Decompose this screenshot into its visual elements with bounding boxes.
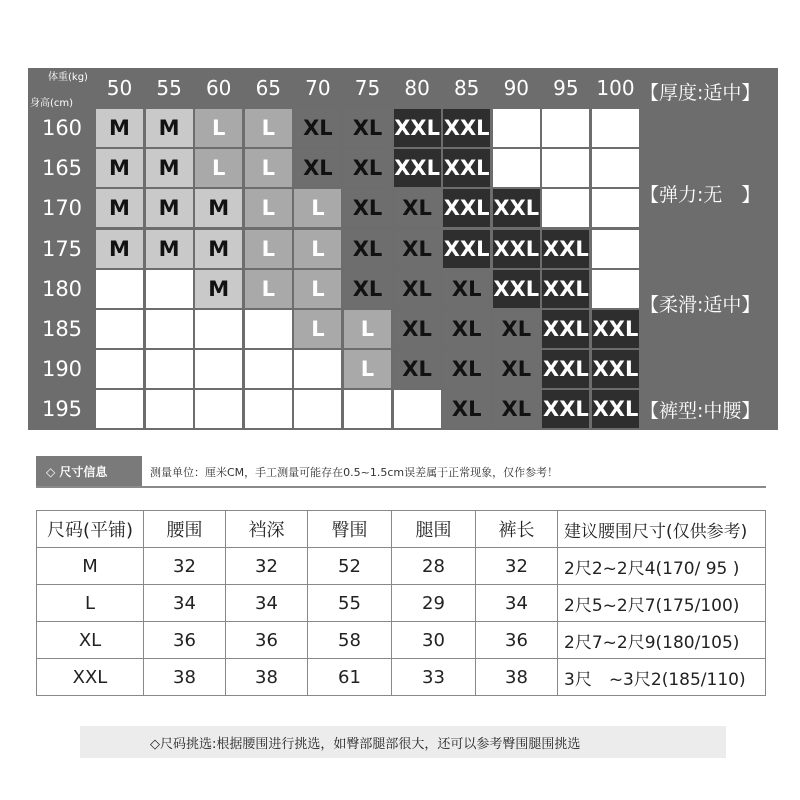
table-cell: L xyxy=(37,585,144,622)
height-header-185: 185 xyxy=(41,317,83,341)
header-waist: 腰围 xyxy=(144,511,226,548)
table-cell: 33 xyxy=(392,659,476,696)
table-cell: 36 xyxy=(144,622,226,659)
size-cell: L xyxy=(244,229,293,269)
size-cell xyxy=(145,309,194,349)
property-thickness: 【厚度:适中】 xyxy=(640,82,761,104)
size-cell: XXL xyxy=(492,229,541,269)
size-cell xyxy=(194,389,243,429)
table-cell: 3尺 ~3尺2(185/110) xyxy=(558,659,766,696)
size-cell: XL xyxy=(393,269,442,309)
size-cell xyxy=(244,389,293,429)
size-cell: L xyxy=(244,269,293,309)
size-cell xyxy=(492,108,541,148)
size-cell: L xyxy=(194,108,243,148)
size-cell: XXL xyxy=(442,188,491,228)
size-cell: XL xyxy=(293,148,342,188)
size-cell xyxy=(244,349,293,389)
property-elasticity: 【弹力:无 】 xyxy=(640,184,761,206)
size-cell xyxy=(95,269,144,309)
table-cell: M xyxy=(37,548,144,585)
size-cell xyxy=(244,309,293,349)
table-cell: 34 xyxy=(476,585,558,622)
table-cell: 38 xyxy=(144,659,226,696)
size-cell: XL xyxy=(293,108,342,148)
size-cell: XXL xyxy=(591,389,640,429)
height-axis-label: 身高(cm) xyxy=(30,98,74,109)
height-header-160: 160 xyxy=(41,116,83,140)
size-cell: XL xyxy=(343,269,392,309)
table-row xyxy=(37,548,766,585)
size-cell: XXL xyxy=(492,269,541,309)
table-cell: 52 xyxy=(308,548,392,585)
size-cell: M xyxy=(145,148,194,188)
size-cell: L xyxy=(343,349,392,389)
divider xyxy=(36,486,766,488)
size-cell xyxy=(591,188,640,228)
size-cell: XL xyxy=(343,229,392,269)
size-cell: M xyxy=(194,269,243,309)
header-rise: 裆深 xyxy=(226,511,308,548)
size-cell: M xyxy=(145,188,194,228)
table-cell: 29 xyxy=(392,585,476,622)
table-cell: 38 xyxy=(476,659,558,696)
size-cell: M xyxy=(95,148,144,188)
table-cell: 28 xyxy=(392,548,476,585)
header-thigh: 腿围 xyxy=(392,511,476,548)
height-header-190: 190 xyxy=(41,357,83,382)
property-rise: 【裤型:中腰】 xyxy=(640,400,761,422)
size-cell xyxy=(393,389,442,429)
table-row xyxy=(37,585,766,622)
size-cell: L xyxy=(293,309,342,349)
size-cell: XXL xyxy=(541,389,590,429)
table-cell: 32 xyxy=(226,548,308,585)
size-cell xyxy=(95,349,144,389)
table-cell: 2尺5~2尺7(175/100) xyxy=(558,585,766,622)
size-cell: L xyxy=(293,269,342,309)
size-cell: M xyxy=(95,229,144,269)
size-cell: XXL xyxy=(492,188,541,228)
table-cell: 32 xyxy=(144,548,226,585)
table-cell: 34 xyxy=(226,585,308,622)
height-header-170: 170 xyxy=(41,196,83,221)
size-cell: L xyxy=(244,148,293,188)
size-cell: XL xyxy=(343,108,392,148)
size-cell xyxy=(591,229,640,269)
size-selection-tip: ◇尺码挑选:根据腰围进行挑选，如臀部腿部很大，还可以参考臀围腿围挑选 xyxy=(80,726,726,758)
height-header-180: 180 xyxy=(41,276,83,301)
size-cell: M xyxy=(95,188,144,228)
size-cell: M xyxy=(194,188,243,228)
size-cell: XXL xyxy=(442,229,491,269)
size-cell: XL xyxy=(492,309,541,349)
size-cell xyxy=(541,188,590,228)
size-cell xyxy=(95,309,144,349)
size-cell xyxy=(541,148,590,188)
height-header-195: 195 xyxy=(41,397,83,422)
size-info-tag: ◇ 尺寸信息 xyxy=(36,456,142,486)
size-cell: XXL xyxy=(541,269,590,309)
weight-header-85: 85 xyxy=(453,76,480,100)
size-cell xyxy=(541,108,590,148)
weight-axis-label: 体重(kg) xyxy=(48,72,88,83)
table-row xyxy=(37,622,766,659)
table-cell: 55 xyxy=(308,585,392,622)
size-cell: L xyxy=(244,108,293,148)
weight-header-90: 90 xyxy=(503,76,530,100)
size-cell: XXL xyxy=(393,108,442,148)
size-cell xyxy=(591,269,640,309)
size-cell xyxy=(343,389,392,429)
size-cell: XL xyxy=(442,269,491,309)
size-cell: XL xyxy=(442,309,491,349)
size-cell: M xyxy=(194,229,243,269)
weight-header-60: 60 xyxy=(205,76,232,100)
size-cell xyxy=(145,349,194,389)
size-cell: XL xyxy=(393,229,442,269)
table-cell: 2尺2~2尺4(170/ 95 ) xyxy=(558,548,766,585)
size-cell xyxy=(194,309,243,349)
table-cell: 36 xyxy=(476,622,558,659)
size-cell xyxy=(95,389,144,429)
size-cell: XL xyxy=(393,349,442,389)
weight-header-65: 65 xyxy=(255,76,282,100)
size-cell: XL xyxy=(393,309,442,349)
header-size: 尺码(平铺) xyxy=(37,511,144,548)
weight-header-55: 55 xyxy=(156,76,182,100)
header-hip: 臀围 xyxy=(308,511,392,548)
size-cell: XL xyxy=(442,349,491,389)
size-cell xyxy=(194,349,243,389)
size-cell xyxy=(293,389,342,429)
table-cell: XXL xyxy=(37,659,144,696)
size-cell: L xyxy=(293,229,342,269)
size-cell: XL xyxy=(442,389,491,429)
size-cell: XL xyxy=(343,148,392,188)
size-cell: XL xyxy=(492,389,541,429)
size-cell: XL xyxy=(492,349,541,389)
table-row xyxy=(37,659,766,696)
table-cell: 34 xyxy=(144,585,226,622)
size-cell: M xyxy=(95,108,144,148)
size-cell: XL xyxy=(393,188,442,228)
weight-header-95: 95 xyxy=(553,76,579,100)
size-cell: XXL xyxy=(442,148,491,188)
header-length: 裤长 xyxy=(476,511,558,548)
size-cell: XXL xyxy=(541,309,590,349)
size-cell: XXL xyxy=(541,349,590,389)
table-cell: 61 xyxy=(308,659,392,696)
size-cell xyxy=(145,389,194,429)
table-cell: 2尺7~2尺9(180/105) xyxy=(558,622,766,659)
table-cell: 38 xyxy=(226,659,308,696)
property-smoothness: 【柔滑:适中】 xyxy=(640,294,761,316)
size-cell: L xyxy=(293,188,342,228)
table-header-row xyxy=(37,511,766,548)
weight-header-70: 70 xyxy=(305,76,331,100)
size-cell xyxy=(492,148,541,188)
table-cell: 36 xyxy=(226,622,308,659)
size-cell: M xyxy=(145,229,194,269)
size-cell: L xyxy=(244,188,293,228)
size-cell: XXL xyxy=(591,309,640,349)
size-cell: XXL xyxy=(442,108,491,148)
size-cell: XL xyxy=(343,188,392,228)
table-cell: 32 xyxy=(476,548,558,585)
height-header-175: 175 xyxy=(41,236,83,261)
size-grid xyxy=(28,68,640,430)
table-cell: XL xyxy=(37,622,144,659)
size-cell: M xyxy=(145,108,194,148)
measurement-note: 测量单位：厘米CM，手工测量可能存在0.5~1.5cm误差属于正常现象，仅作参考！ xyxy=(150,466,559,479)
property-panel xyxy=(640,68,778,430)
size-cell: L xyxy=(343,309,392,349)
weight-header-75: 75 xyxy=(354,76,381,100)
header-suggested-waist: 建议腰围尺寸(仅供参考) xyxy=(558,511,766,548)
weight-header-80: 80 xyxy=(404,76,430,100)
weight-header-50: 50 xyxy=(106,76,133,100)
size-cell: XXL xyxy=(591,349,640,389)
table-cell: 30 xyxy=(392,622,476,659)
size-table xyxy=(36,510,766,696)
size-cell xyxy=(145,269,194,309)
weight-header-100: 100 xyxy=(596,76,635,100)
size-cell xyxy=(293,349,342,389)
table-cell: 58 xyxy=(308,622,392,659)
size-cell: XXL xyxy=(393,148,442,188)
size-cell xyxy=(591,148,640,188)
size-cell: XXL xyxy=(541,229,590,269)
size-cell xyxy=(591,108,640,148)
size-cell: L xyxy=(194,148,243,188)
height-header-165: 165 xyxy=(41,156,83,181)
